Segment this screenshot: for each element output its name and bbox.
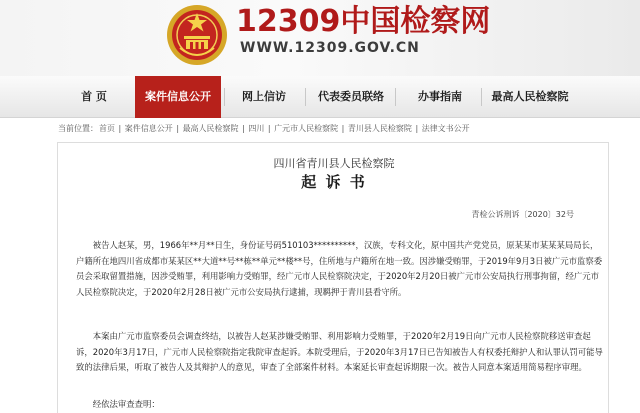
breadcrumb-link[interactable]: 法律文书公开 [421,124,470,133]
nav-online-petition[interactable]: 网上信访 [242,90,286,103]
site-url: WWW.12309.GOV.CN [240,40,420,56]
site-header [0,0,640,76]
nav-guide[interactable]: 办事指南 [418,90,462,103]
document-number: 青检公诉刑诉〔2020〕32号 [471,210,574,219]
breadcrumb-prefix: 当前位置： [58,124,98,133]
nav-divider [305,88,306,106]
nav-divider [481,88,482,106]
main-nav [0,76,640,118]
breadcrumb-link[interactable]: 首页 [99,124,115,133]
document-paragraph: 被告人赵某，男，1966年**月**日生，身份证号码510103**********，汉族，专科文化，原中国共产党党员，原某某市某某某局局长，户籍所在地四川省成都市某某区**大道**号**栋**单元**楼**号，住所地与户籍所在地一致。因涉嫌受贿罪，于2019年9月3日被广元市监察委员会采取留置措施，因涉受贿罪，利用影响力受贿罪，经广元市人民检察院决定，于2020年2月20日被广元市公安局执行刑事拘留，经广元市人民检察院决定，于2020年2月28日被广元市公安局执行逮捕，现羁押于青川县看守所。 [76,240,603,297]
document-paragraph: 经依法审查查明： [92,399,160,409]
nav-spp[interactable]: 最高人民检察院 [491,90,569,103]
document-panel [57,142,609,413]
national-emblem-icon [166,4,228,66]
site-logo-title[interactable]: 12309中国检察网 [236,4,491,39]
document-org: 四川省青川县人民检察院 [273,157,395,170]
nav-case-info[interactable]: 案件信息公开 [135,76,221,118]
breadcrumb-link[interactable]: 广元市人民检察院 [274,124,339,133]
breadcrumb-link[interactable]: 案件信息公开 [124,124,173,133]
nav-home[interactable]: 首 页 [81,90,107,103]
breadcrumb-link[interactable]: 最高人民检察院 [182,124,239,133]
nav-deputy-liaison[interactable]: 代表委员联络 [318,90,384,103]
document-title: 起 诉 书 [301,173,367,191]
nav-divider [395,88,396,106]
nav-divider [224,88,225,106]
document-paragraph: 本案由广元市监察委员会调查终结，以被告人赵某涉嫌受贿罪、利用影响力受贿罪，于2020年2月19日向广元市人民检察院移送审查起诉，2020年3月17日，广元市人民检察院指定我院审查起诉。本院受理后，于2020年3月17日已告知被告人有权委托辩护人和认罪认罚可能导致的法律后果，听取了被告人及其辩护人的意见，审查了全部案件材料。本案延长审查起诉期限一次。被告人同意本案适用简易程序审理。 [76,331,603,372]
breadcrumb-link[interactable]: 四川 [248,124,265,133]
breadcrumb: 当前位置：首页 | 案件信息公开 | 最高人民检察院 | 四川 | 广元市人民检察院 | 青川县人民检察院 | 法律文书公开 [58,124,470,133]
breadcrumb-link[interactable]: 青川县人民检察院 [347,124,412,133]
